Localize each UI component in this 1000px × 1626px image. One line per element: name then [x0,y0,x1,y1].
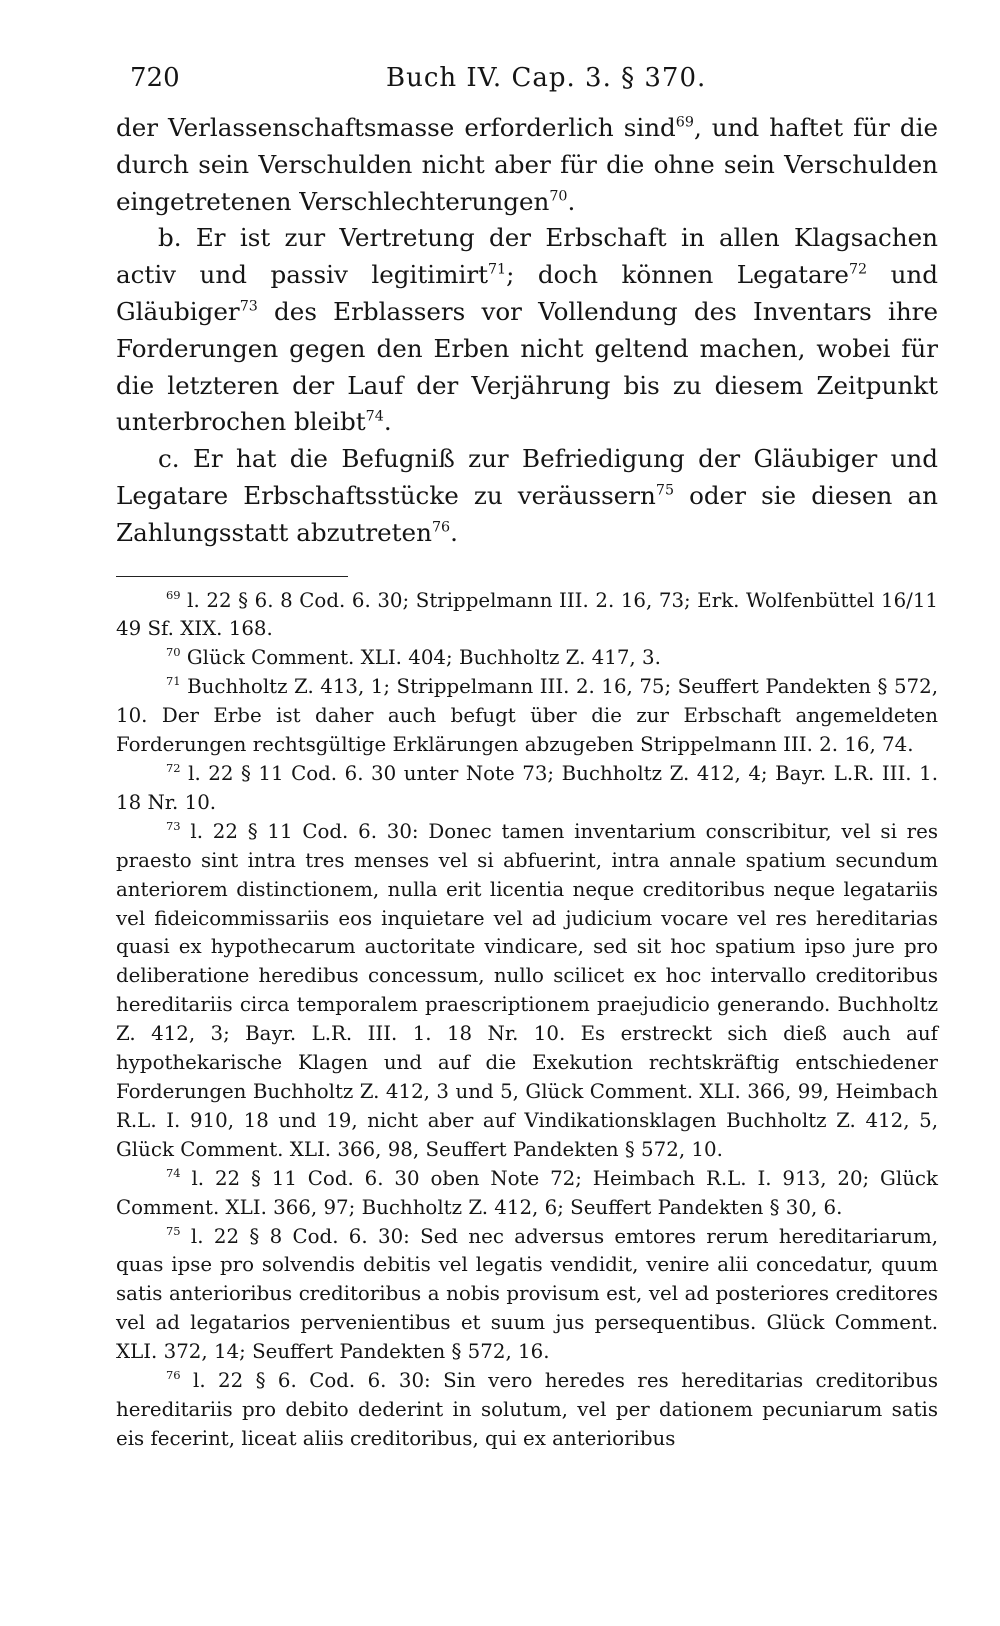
main-paragraph-c [116,441,938,551]
text-run: . [383,407,392,437]
footnote-text: Glück Comment. XLI. 404; Buchholtz Z. 417, 3. [180,646,661,670]
footnote-ref: 72 [848,261,868,278]
footnote-number: 76 [166,1368,181,1383]
running-title: Buch IV. Cap. 3. § 370. [386,63,707,93]
footnote [116,644,938,673]
footnote-text: l. 22 § 8 Cod. 6. 30: Sed nec adversus emtores rerum hereditariarum, quas ipse pro solvendis debitis vel legatis vendidit, venire alii concedatur, quum satis anterioribus creditoribus a nobis provisum est, vel ad posteriores creditores vel ad legatarios pervenientibus et suum jus persequentibus. Glück Comment. XLI. 372, 14; Seuffert Pandekten § 572, 16. [116,1224,938,1364]
page-header [116,58,938,98]
footnote-number: 71 [166,674,181,689]
footnotes [116,587,938,1454]
page-number: 720 [130,63,180,93]
text-run: ; doch können Legatare [506,260,849,290]
main-paragraph-a [116,110,938,220]
main-paragraph-b [116,220,938,441]
text-run: und Gläubiger [116,260,938,326]
footnote-text: l. 22 § 6. Cod. 6. 30: Sin vero heredes res hereditarias creditoribus hereditariis pro debito dederint in solutum, vel per dationem pecuniarum satis eis fecerint, liceat aliis creditoribus, qui ex anterioribus [116,1369,938,1450]
footnote-ref: 69 [675,114,694,131]
footnote [116,673,938,760]
footnote-text: l. 22 § 11 Cod. 6. 30: Donec tamen inventarium conscribitur, vel si res praesto sint intra tres menses vel si abfuerint, intra annale spatium secundum anteriorem distinctionem, nulla erit licentia neque creditoribus neque legatariis vel fideicommissariis eos inquietare vel ad judicium vocare vel res hereditarias quasi ex hypothecarum auctoritate vindicare, sed sit hoc spatium ipso jure pro deliberatione heredibus concessum, nullo scilicet ex hoc intervallo creditoribus hereditariis circa temporalem praescriptionem praejudicio generando. Buchholtz Z. 412, 3; Bayr. L.R. III. 1. 18 Nr. 10. Es erstreckt sich dieß auch auf hypothekarische Klagen und auf die Exekution rechtskräftig entschiedener Forderungen Buchholtz Z. 412, 3 und 5, Glück Comment. XLI. 366, 99, Heimbach R.L. I. 910, 18 und 19, nicht aber auf Vindikationsklagen Buchholtz Z. 412, 5, Glück Comment. XLI. 366, 98, Seuffert Pandekten § 572, 10. [116,819,938,1161]
text-run: b. Er ist zur Vertretung der Erbschaft in allen Klagsachen activ und passiv legitimirt [116,223,938,290]
footnote-number: 69 [166,587,181,602]
footnote-number: 74 [166,1165,181,1180]
footnote-ref: 74 [365,408,384,425]
footnote-ref: 71 [487,261,507,278]
text-run: . [450,517,458,547]
footnote-text: Buchholtz Z. 413, 1; Strippelmann III. 2. 16, 75; Seuffert Pandekten § 572, 10. Der Erbe ist daher auch befugt über die zur Erbschaft angemeldeten Forderungen rechtsgültige Erklärungen abzugeben Strippelmann III. 2. 16, 74. [116,675,938,757]
footnote [116,1367,938,1454]
footnote-number: 73 [166,819,181,834]
footnote-ref: 70 [549,187,568,204]
footnote-ref: 76 [431,519,451,536]
footnote-number: 70 [166,645,181,660]
footnote [116,1223,938,1368]
footnote-text: l. 22 § 11 Cod. 6. 30 oben Note 72; Heimbach R.L. I. 913, 20; Glück Comment. XLI. 366, 97; Buchholtz Z. 412, 6; Seuffert Pandekten § 30, 6. [116,1166,938,1219]
footnote [116,1165,938,1223]
text-run: oder sie diesen an Zahlungsstatt abzutreten [116,480,938,547]
text-run: c. Er hat die Befugniß zur Befriedigung der Gläubiger und Legatare Erbschaftsstücke zu veräussern [116,444,938,510]
text-run: der Verlassenschaftsmasse erforderlich sind [116,113,676,142]
footnote-number: 75 [166,1223,181,1238]
footnote-ref: 73 [239,298,258,315]
footnote-text: l. 22 § 6. 8 Cod. 6. 30; Strippelmann III. 2. 16, 73; Erk. Wolfenbüttel 16/11 49 Sf. XIX. 168. [116,588,938,641]
footnote-text: l. 22 § 11 Cod. 6. 30 unter Note 73; Buchholtz Z. 412, 4; Bayr. L.R. III. 1. 18 Nr. 10. [116,762,938,814]
footnote-ref: 75 [655,482,675,499]
text-run: , und haftet für die durch sein Verschulden nicht aber für die ohne sein Verschulden eingetretenen Verschlechterungen [116,113,938,216]
footnote-separator [116,576,348,577]
footnote [116,818,938,1165]
footnote [116,760,938,818]
text-run: . [567,186,576,216]
footnote-number: 72 [166,761,181,776]
text-run: des Erblassers vor Vollendung des Inventars ihre Forderungen gegen den Erben nicht geltend machen, wobei für die letzteren der Lauf der Verjährung bis zu diesem Zeitpunkt unterbrochen bleibt [116,296,938,437]
footnote [116,587,938,645]
main-text [116,110,938,552]
